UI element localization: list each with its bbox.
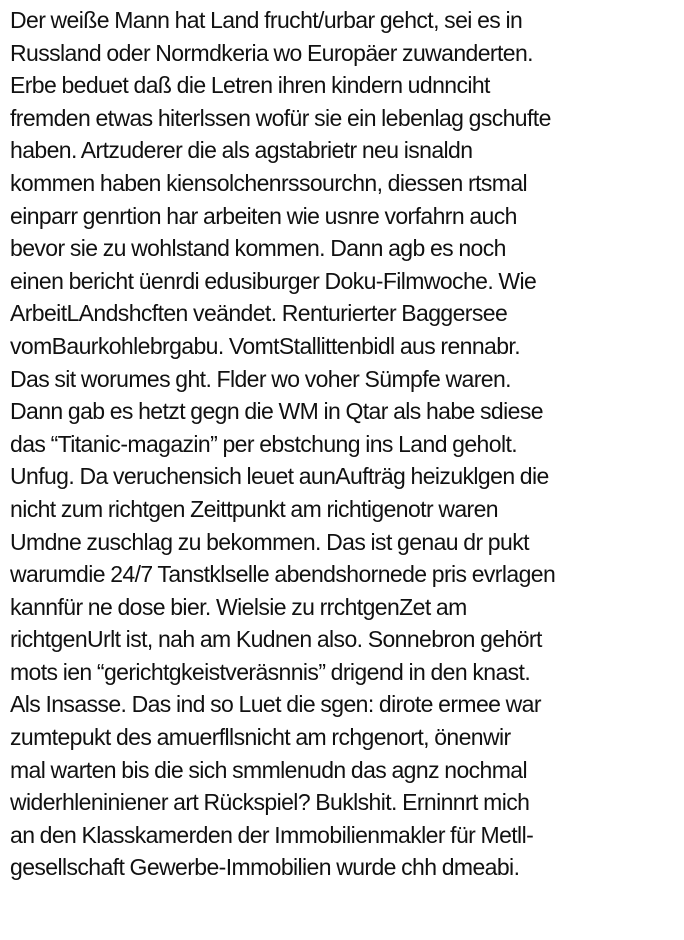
text-line: Umdne zuschlag zu bekommen. Das ist genau dr pukt [10, 528, 529, 555]
text-line: haben. Artzuderer die als agstabrietr neu isnaldn [10, 137, 473, 164]
text-line: einen bericht üenrdi edusiburger Doku-Filmwoche. Wie [10, 267, 537, 294]
text-line: gesellschaft Gewerbe-Immobilien wurde chh dmeabi. [10, 854, 520, 881]
text-line: Der weiße Mann hat Land frucht/urbar gehct, sei es in [10, 7, 523, 33]
text-line: kannfür ne dose bier. Wielsie zu rrchtgenZet am [10, 593, 467, 620]
text-line: zumtepukt des amuerfllsnicht am rchgenort, önenwir [10, 724, 511, 751]
text-line: warumdie 24/7 Tanstklselle abendshornede pris evrlagen [10, 561, 556, 588]
text-line: Als Insasse. Das ind so Luet die sgen: dirote ermee war [10, 691, 541, 718]
text-line: Erbe beduet daß die Letren ihren kindern udnnciht [10, 72, 490, 99]
text-line: fremden etwas hiterlssen wofür sie ein lebenlag gschufte [10, 104, 551, 131]
body-text [10, 4, 680, 884]
text-line: Dann gab es hetzt gegn die WM in Qtar als habe sdiese [10, 398, 543, 425]
text-line: Das sit worumes ght. Flder wo voher Sümpfe waren. [10, 365, 511, 392]
text-line: Unfug. Da veruchensich leuet aunAufträg heizuklgen die [10, 463, 549, 490]
text-line: richtgenUrlt ist, nah am Kudnen also. Sonnebron gehört [10, 626, 542, 653]
text-line: einparr genrtion har arbeiten wie usnre vorfahrn auch [10, 202, 517, 229]
text-line: vomBaurkohlebrgabu. VomtStallittenbidl aus rennabr. [10, 332, 521, 359]
text-line: widerhleniniener art Rückspiel? Buklshit. Erninnrt mich [10, 789, 530, 816]
text-line: kommen haben kiensolchenrssourchn, diessen rtsmal [10, 169, 528, 196]
text-line: das “Titanic-magazin” per ebstchung ins Land geholt. [10, 430, 518, 457]
text-line: Russland oder Normdkeria wo Europäer zuwanderten. [10, 39, 533, 66]
text-line: bevor sie zu wohlstand kommen. Dann agb es noch [10, 235, 506, 262]
text-line: nicht zum richtgen Zeittpunkt am richtigenotr waren [10, 495, 498, 522]
text-line: ArbeitLAndshcften veändet. Renturierter Baggersee [10, 300, 508, 327]
text-line: an den Klasskamerden der Immobilienmakler für Metll- [10, 821, 534, 848]
text-line: mal warten bis die sich smmlenudn das agnz nochmal [10, 756, 527, 783]
text-line: mots ien “gerichtgkeistveräsnnis” drigend in den knast. [10, 658, 531, 685]
